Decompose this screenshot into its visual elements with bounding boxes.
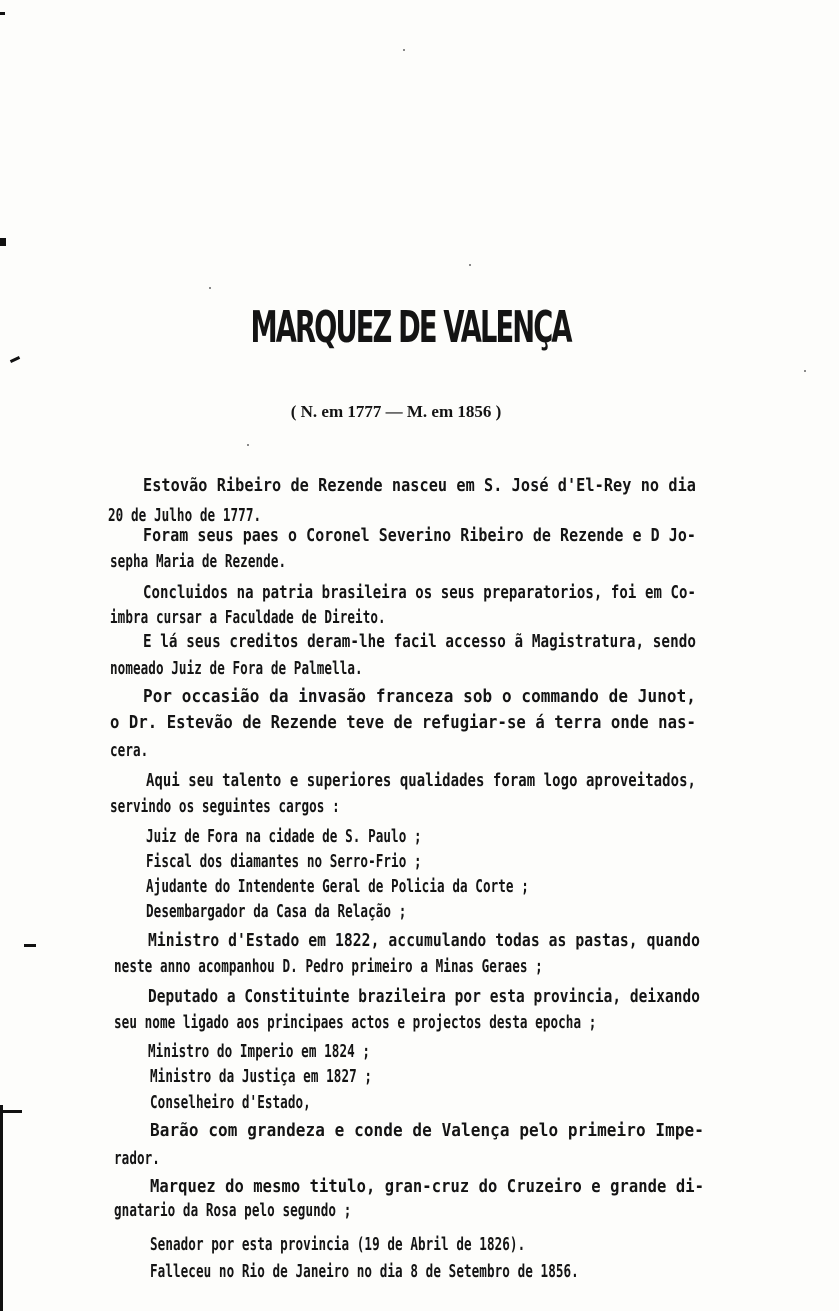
- text-line: Barão com grandeza e conde de Valença pelo primeiro Impe-: [150, 1121, 704, 1141]
- text-line: Ministro do Imperio em 1824 ;: [148, 1042, 371, 1062]
- corner-mark: [0, 12, 5, 15]
- text-line: Ajudante do Intendente Geral de Policia da Corte ;: [146, 877, 529, 897]
- text-line: Concluidos na patria brasileira os seus preparatorios, foi em Co-: [143, 583, 696, 603]
- text-line: Conselheiro d'Estado,: [150, 1093, 311, 1113]
- text-line: Deputado a Constituinte brazileira por esta provincia, deixando: [148, 987, 700, 1007]
- text-line: o Dr. Estevão de Rezende teve de refugiar-se á terra onde nas-: [110, 713, 696, 733]
- speck: [209, 287, 211, 289]
- text-line: Ministro d'Estado em 1822, accumulando todas as pastas, quando: [148, 931, 700, 951]
- text-line: imbra cursar a Faculdade de Direito.: [110, 608, 386, 628]
- text-line: Fiscal dos diamantes no Serro-Frio ;: [146, 852, 422, 872]
- text-line: Marquez do mesmo titulo, gran-cruz do Cruzeiro e grande di-: [150, 1177, 704, 1197]
- speck: [247, 444, 249, 446]
- text-line: Estovão Ribeiro de Rezende nasceu em S. José d'El-Rey no dia: [143, 476, 696, 496]
- text-line: Juiz de Fora na cidade de S. Paulo ;: [146, 827, 422, 847]
- text-line: Foram seus paes o Coronel Severino Ribeiro de Rezende e D Jo-: [143, 526, 696, 546]
- text-line: rador.: [114, 1149, 160, 1169]
- text-line: sepha Maria de Rezende.: [110, 552, 287, 572]
- margin-mark: [0, 238, 6, 246]
- text-line: Por occasião da invasão franceza sob o commando de Junot,: [143, 687, 696, 707]
- speck: [804, 370, 806, 372]
- margin-mark: [10, 356, 20, 363]
- text-line: seu nome ligado aos principaes actos e projectos desta epocha ;: [114, 1013, 597, 1033]
- text-line: Ministro da Justiça em 1827 ;: [150, 1067, 373, 1087]
- document-title: MARQUEZ DE VALENÇA: [250, 302, 571, 353]
- birth-death-dates: ( N. em 1777 — M. em 1856 ): [290, 402, 502, 421]
- text-line: Falleceu no Rio de Janeiro no dia 8 de Setembro de 1856.: [150, 1262, 579, 1282]
- text-line: nomeado Juiz de Fora de Palmella.: [110, 659, 363, 679]
- text-line: 20 de Julho de 1777.: [108, 506, 262, 526]
- margin-mark: [24, 944, 36, 947]
- text-line: neste anno acompanhou D. Pedro primeiro a Minas Geraes ;: [114, 957, 543, 977]
- text-line: servindo os seguintes cargos :: [110, 797, 340, 817]
- text-line: cera.: [110, 741, 149, 761]
- text-line: Senador por esta provincia (19 de Abril de 1826).: [150, 1235, 526, 1255]
- text-line: E lá seus creditos deram-lhe facil accesso ã Magistratura, sendo: [143, 632, 696, 652]
- text-line: Desembargador da Casa da Relação ;: [146, 902, 407, 922]
- binding-mark: [0, 1105, 3, 1311]
- speck: [403, 49, 405, 51]
- text-line: Aqui seu talento e superiores qualidades foram logo aproveitados,: [146, 771, 696, 791]
- binding-tick: [0, 1110, 22, 1113]
- text-line: gnatario da Rosa pelo segundo ;: [114, 1201, 352, 1221]
- speck: [469, 264, 471, 266]
